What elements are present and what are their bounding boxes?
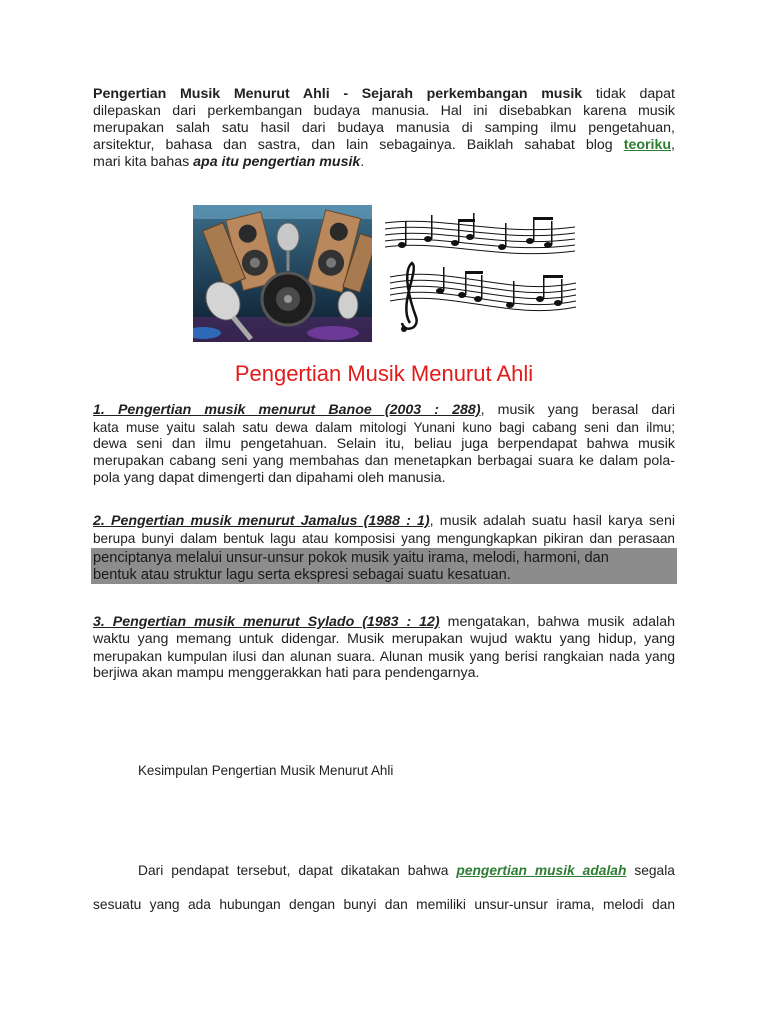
section-banoe: 1. Pengertian musik menurut Banoe (2003 : 288), musik yang berasal dari kata muse yaitu salah satu dewa dalam mitologi Yunani kuno bagi cabang seni dan ilmu; dewa seni dan ilmu pengetahuan. Selain itu, beliau juga berpendapat bahwa musik merupakan cabang seni yang membahas dan menetapkan berbagai suara ke dalam pola- pola yang dapat dimengerti dan dipahami oleh manusia. [93, 402, 676, 486]
intro-paragraph: Pengertian Musik Menurut Ahli - Sejarah perkembangan musik tidak dapat dilepaskan dari perkembangan budaya manusia. Hal ini disebabkan karena musik merupakan salah satu hasil dari budaya manusia di samping ilmu pengetahuan, arsitektur, bahasa dan sastra, dan lain sebagainya. Baiklah sahabat blog teoriku, mari kita bahas apa itu pengertian musik. [93, 86, 675, 170]
banoe-reference: 1. Pengertian musik menurut Banoe (2003 : 288) [93, 402, 481, 418]
speakers-microphone-image [193, 205, 372, 342]
illustration-images [193, 205, 579, 342]
jamalus-reference: 2. Pengertian musik menurut Jamalus (1988 : 1) [93, 513, 430, 529]
sylado-reference: 3. Pengertian musik menurut Sylado (1983 : 12) [93, 614, 440, 630]
intro-emphasis: apa itu pengertian musik [193, 154, 361, 170]
section-jamalus: 2. Pengertian musik menurut Jamalus (1988 : 1), musik adalah suatu hasil karya seni berupa bunyi dalam bentuk lagu atau komposisi yang mengungkapkan pikiran dan perasaan [93, 513, 675, 546]
highlighted-text: penciptanya melalui unsur-unsur pokok musik yaitu irama, melodi, harmoni, dan bentuk atau struktur lagu serta ekspresi sebagai suatu kesatuan. [93, 550, 609, 583]
pengertian-musik-link[interactable]: pengertian musik adalah [456, 863, 627, 878]
teoriku-link[interactable]: teoriku [623, 137, 672, 153]
section-heading: Pengertian Musik Menurut Ahli [234, 361, 534, 386]
conclusion-line-1: Dari pendapat tersebut, dapat dikatakan bahwa pengertian musik adalah segala [138, 863, 675, 878]
intro-title: Pengertian Musik Menurut Ahli - Sejarah perkembangan musik [93, 86, 583, 102]
conclusion-line-2: sesuatu yang ada hubungan dengan bunyi dan memiliki unsur-unsur irama, melodi dan [93, 897, 675, 912]
conclusion-heading: Kesimpulan Pengertian Musik Menurut Ahli [138, 763, 394, 778]
music-notes-image [380, 205, 579, 342]
section-sylado: 3. Pengertian musik menurut Sylado (1983 : 12) mengatakan, bahwa musik adalah waktu yang memang untuk didengar. Musik merupakan wujud waktu yang hidup, yang merupakan kumpulan ilusi dan alunan suara. Alunan musik yang berisi rangkaian nada yang berjiwa akan mampu menggerakkan hati para pendengarnya. [93, 614, 675, 681]
